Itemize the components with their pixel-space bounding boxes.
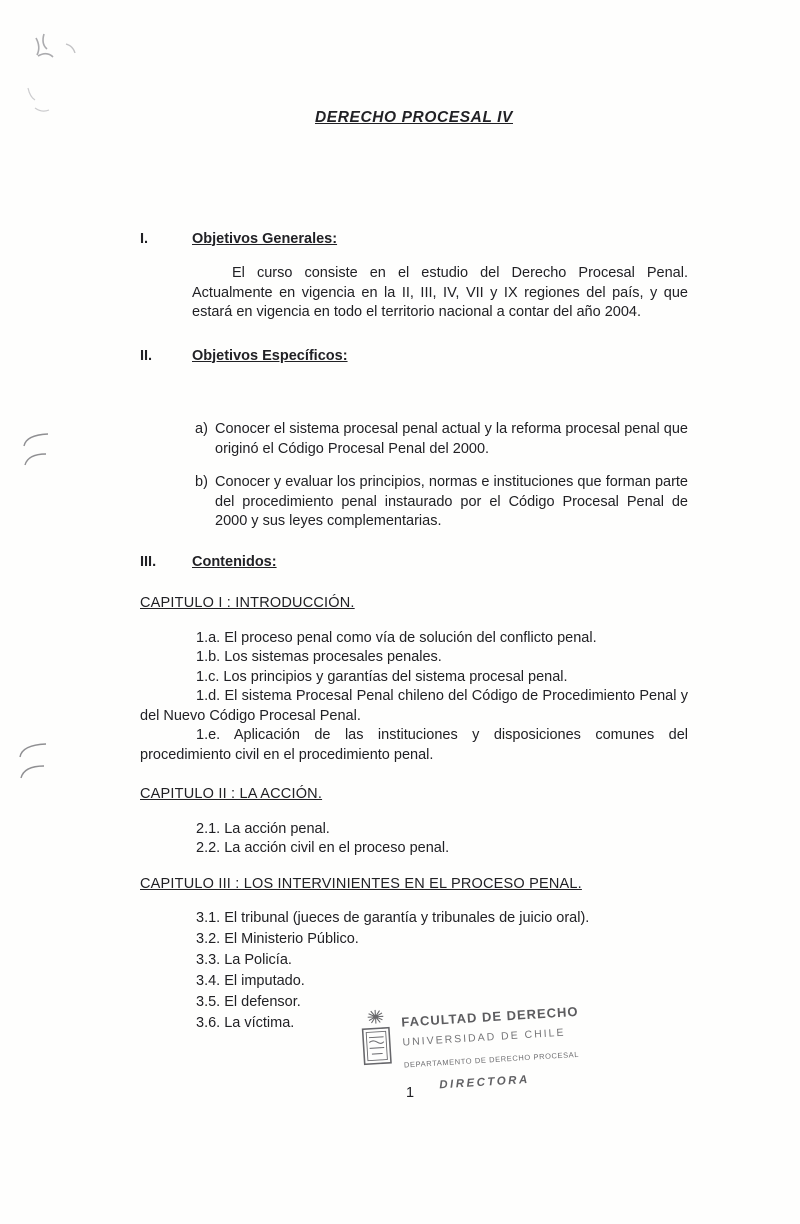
list-item (195, 420, 688, 459)
section-numeral: III. (140, 553, 157, 570)
section-heading-objetivos-generales (140, 230, 688, 250)
chapter-item: 3.4. El imputado. (196, 973, 305, 989)
chapter-item: 3.1. El tribunal (jueces de garantía y tribunales de juicio oral). (196, 910, 590, 926)
chapter-heading: CAPITULO I : INTRODUCCIÓN. (140, 595, 355, 611)
objetivos-especificos-list (140, 420, 688, 532)
stamp-line-department: DEPARTAMENTO DE DERECHO PROCESAL (403, 1049, 580, 1070)
section-numeral: II. (140, 347, 153, 364)
document-body (140, 0, 688, 1034)
rubber-stamp (355, 993, 600, 1100)
list-item (195, 473, 688, 532)
chapter-item: 1.d. El sistema Procesal Penal chileno del Código de Procedimiento Penal y del Nuevo Código Procesal Penal. (140, 688, 688, 724)
chapter-item: 1.a. El proceso penal como vía de solución del conflicto penal. (196, 629, 597, 646)
university-emblem-icon (355, 1005, 398, 1073)
pencil-scribble-artifact (22, 28, 112, 118)
chapter-item: 3.6. La víctima. (196, 1015, 295, 1031)
chapter-item: 1.b. Los sistemas procesales penales. (196, 649, 442, 665)
section-heading-contenidos (140, 553, 688, 573)
scan-mark-artifact (18, 428, 52, 472)
chapter-item: 2.1. La acción penal. (196, 820, 330, 837)
section-heading-objetivos-especificos (140, 347, 688, 367)
chapter-heading: CAPITULO III : LOS INTERVINIENTES EN EL PROCESO PENAL. (140, 875, 582, 892)
document-title: DERECHO PROCESAL IV (314, 109, 513, 126)
list-item-label: b) (195, 474, 208, 490)
chapter-item: 1.c. Los principios y garantías del sistema procesal penal. (196, 668, 568, 685)
chapter-item: 3.3. La Policía. (196, 952, 292, 968)
stamp-line-directora: DIRECTORA (438, 1073, 531, 1091)
chapter-item-list (140, 629, 688, 766)
chapter-item: 3.5. El defensor. (196, 994, 301, 1010)
stamp-line-faculty: FACULTAD DE DERECHO (400, 1003, 579, 1030)
objetivos-generales-paragraph: El curso consiste en el estudio del Derecho Procesal Penal. Actualmente en vigencia en la II, III, IV, VII y IX regiones del país, y que estará en vigencia en todo el territorio nacional a contar del año 2004. (192, 265, 688, 320)
list-item-text: Conocer el sistema procesal penal actual y la reforma procesal penal que originó el Código Procesal Penal del 2000. (215, 421, 688, 457)
list-item-label: a) (195, 421, 208, 437)
section-numeral: I. (140, 230, 149, 247)
section-title: Objetivos Específicos: (192, 347, 348, 364)
chapter-item: 2.2. La acción civil en el proceso penal. (196, 840, 450, 856)
section-title: Contenidos: (192, 553, 277, 570)
stamp-text (400, 993, 600, 1098)
page-number: 1 (406, 1085, 415, 1101)
section-title: Objetivos Generales: (192, 230, 338, 247)
chapter-heading: CAPITULO II : LA ACCIÓN. (140, 786, 323, 802)
chapter-item: 1.e. Aplicación de las instituciones y disposiciones comunes del procedimiento civil en el procedimiento penal. (140, 727, 688, 763)
stamp-line-university: UNIVERSIDAD DE CHILE (402, 1026, 566, 1049)
chapter-item: 3.2. El Ministerio Público. (196, 931, 359, 947)
list-item-text: Conocer y evaluar los principios, normas e instituciones que forman parte del procedimiento penal instaurado por el Código Procesal Penal de 2000 y sus leyes complementarias. (215, 474, 688, 529)
scan-mark-artifact (14, 738, 50, 784)
chapter-item-list (140, 820, 688, 859)
